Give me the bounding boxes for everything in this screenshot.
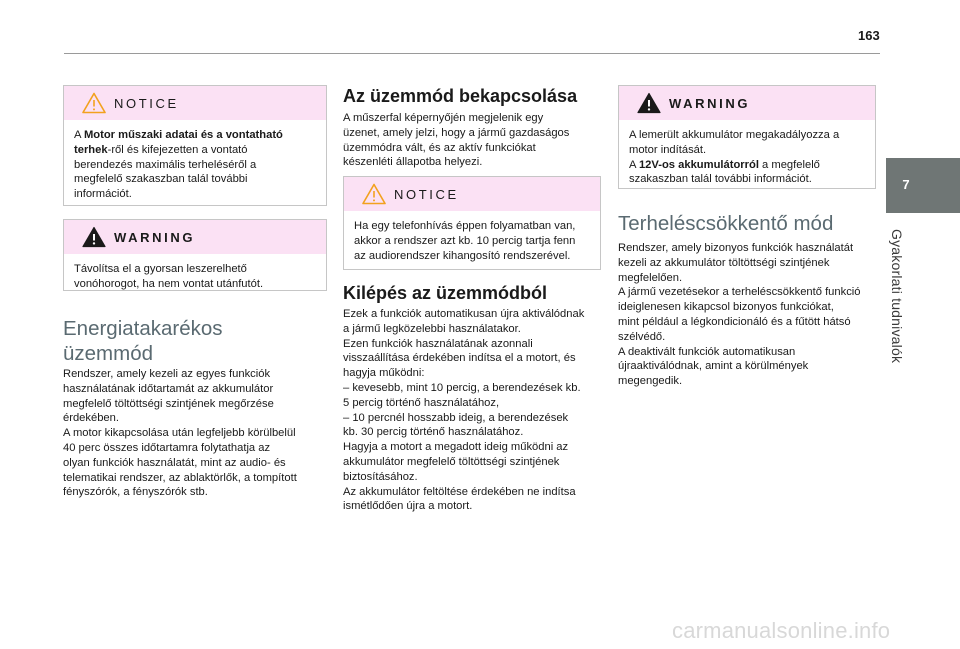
watermark: carmanualsonline.info xyxy=(672,618,891,643)
warning-body: A lemerült akkumulátor megakadályozza a motor indítását. A 12V-os akkumulátorról a megfelelő szakaszban talál további információt. xyxy=(629,129,840,186)
warning-header xyxy=(619,86,875,120)
heading-activation: Az üzemmód bekapcsolása xyxy=(343,86,578,106)
energy-saving-text: Rendszer, amely kezeli az egyes funkciók használatának időtartamát az akkumulátor megfelelő töltöttségi szintjének megőrzése érdekében. A motor kikapcsolása után legfeljebb körülbelül 40 perc összes időtartamra folytathatja az olyan funkciók használatát, mint az audio- és telematikai rendszer, az ablaktörlők, a tompított fényszórók, a fényszórók stb. xyxy=(63,368,297,499)
notice-header xyxy=(344,177,600,211)
chapter-number: 7 xyxy=(902,177,910,192)
activation-text: A műszerfal képernyőjén megjelenik egy üzenet, amely jelzi, hogy a jármű gazdaságos üzemmódra vált, és az aktív funkciókat készenléti állapotba helyezi. xyxy=(343,112,570,169)
notice-body: A Motor műszaki adatai és a vontatható terhek-ről és kifejezetten a vontató berendezés maximális terheléséről a megfelelő szakaszban talál további információt. xyxy=(74,129,283,201)
chapter-tab[interactable] xyxy=(886,158,960,213)
notice-body: Ha egy telefonhívás éppen folyamatban van, akkor a rendszer azt kb. 10 percig tartja fenn az audiorendszer kihangosító rendszerével. xyxy=(354,220,576,262)
warning-triangle-outline-icon xyxy=(362,183,386,205)
heading-exit-mode: Kilépés az üzemmódból xyxy=(343,283,548,303)
warning-box-battery xyxy=(618,85,876,189)
warning-triangle-filled-icon xyxy=(82,226,106,248)
warning-body: Távolítsa el a gyorsan leszerelhető vonóhorogot, ha nem vontat utánfutót. xyxy=(74,263,264,290)
notice-header xyxy=(64,86,326,120)
notice-title: NOTICE xyxy=(114,96,179,111)
heading-load-shedding: Terheléscsökkentő mód xyxy=(618,212,834,235)
load-shedding-text: Rendszer, amely bizonyos funkciók használatát kezeli az akkumulátor töltöttségi szintjének megfelelően. A jármű vezetésekor a terheléscsökkentő funkció ideiglenesen kikapcsol bizonyos funkciókat, mint például a légkondicionáló és a fűtött hátsó szélvédő. A deaktivált funkciók automatikusan újraaktiválódnak, amint a körülmények megengedik. xyxy=(618,242,861,388)
top-rule xyxy=(64,53,880,54)
exit-mode-text: Ezek a funkciók automatikusan újra aktiválódnak a jármű legközelebbi használatakor. Ezen funkciók használatának azonnali visszaállítása érdekében indítsa el a motort, és hagyja működni: – kevesebb, mint 10 percig, a berendezések kb. 5 percig történő használatához, – 10 percnél hosszabb ideig, a berendezések kb. 30 percig történő használatához. Hagyja a motort a megadott ideig működni az akkumulátor megfelelő töltöttségi szintjének biztosításához. Az akkumulátor feltöltése érdekében ne indítsa ismétlődően újra a motort. xyxy=(343,308,585,513)
page-number: 163 xyxy=(858,28,880,43)
heading-energy-saving: Energiatakarékos üzemmód xyxy=(63,317,223,365)
notice-title: NOTICE xyxy=(394,187,459,202)
notice-box-phone-call xyxy=(343,176,601,270)
warning-title: WARNING xyxy=(114,230,196,245)
chapter-label: Gyakorlati tudnivalók xyxy=(889,229,905,364)
warning-triangle-filled-icon xyxy=(637,92,661,114)
notice-box-motor xyxy=(63,85,327,206)
warning-triangle-outline-icon xyxy=(82,92,106,114)
warning-title: WARNING xyxy=(669,96,751,111)
warning-box-tow-hook xyxy=(63,219,327,291)
warning-header xyxy=(64,220,326,254)
